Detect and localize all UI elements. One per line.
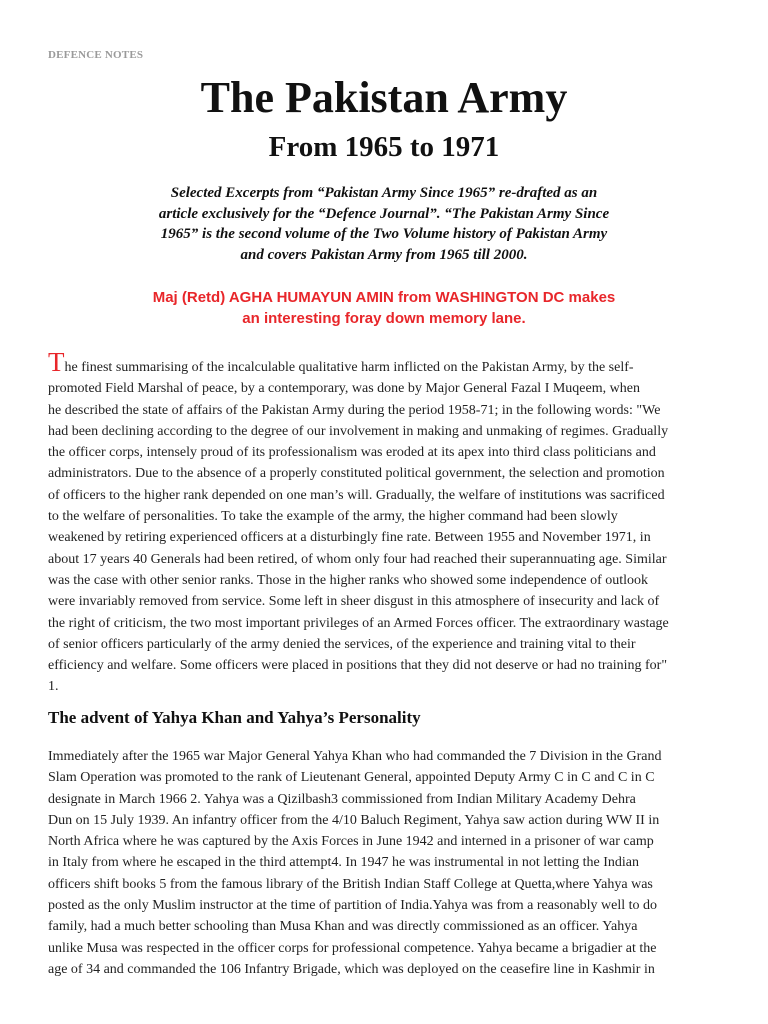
paragraph-line: posted as the only Muslim instructor at the time of partition of India.Yahya was from a reasonably well to do	[48, 898, 658, 914]
paragraph-line: Immediately after the 1965 war Major General Yahya Khan who had commanded the 7 Division in the Grand	[48, 749, 662, 764]
paragraph-line: family, had a much better schooling than Musa Khan and was directly commissioned as an officer. Yahya	[48, 919, 638, 935]
body-paragraph-1	[48, 349, 728, 698]
paragraph-line	[48, 349, 728, 378]
paragraph-line: efficiency and welfare. Some officers were placed in positions that they did not deserve or had no training for"	[48, 658, 668, 674]
section-heading: The advent of Yahya Khan and Yahya’s Personality	[48, 708, 421, 727]
paragraph-line: age of 34 and commanded the 106 Infantry Brigade, which was deployed on the ceasefire line in Kashmir in	[48, 961, 655, 977]
author-byline	[0, 287, 768, 329]
paragraph-line: of officers to the higher rank depended on one man’s will. Gradually, the welfare of institutions was sacrificed	[48, 487, 665, 503]
paragraph-line: to the welfare of personalities. To take the example of the army, the higher command had been slowly	[48, 509, 618, 525]
paragraph-line: he described the state of affairs of the Pakistan Army during the period 1958-71; in the following words: "We	[48, 402, 661, 418]
paragraph-line: weakened by retiring experienced officers at a disturbingly fine rate. Between 1955 and November 1971, in	[48, 530, 651, 546]
paragraph-line: the right of criticism, the two most important privileges of an Armed Forces officer. The extraordinary wastage	[48, 615, 669, 631]
paragraph-line: in Italy from where he escaped in the third attempt4. In 1947 he was instrumental in not letting the Indian	[48, 855, 639, 871]
paragraph-line: officers shift books 5 from the famous library of the British Indian Staff College at Quetta,where Yahya was	[48, 876, 653, 892]
paragraph-line: of senior officers particularly of the army denied the services, of the experience and training vital to their	[48, 636, 636, 652]
drop-cap: T	[48, 347, 65, 377]
paragraph-line: designate in March 1966 2. Yahya was a Qizilbash3 commissioned from Indian Military Academy Dehra	[48, 791, 636, 807]
article-subtitle: From 1965 to 1971	[268, 131, 500, 163]
intro-blurb	[0, 183, 768, 265]
intro-line: Selected Excerpts from “Pakistan Army Since 1965” re-drafted as an	[170, 185, 598, 201]
paragraph-line: 1.	[48, 679, 59, 695]
intro-line: article exclusively for the “Defence Journal”. “The Pakistan Army Since	[158, 205, 610, 222]
body-paragraph-2	[48, 746, 728, 980]
byline-line: Maj (Retd) AGHA HUMAYUN AMIN from WASHINGTON DC makes	[152, 289, 616, 306]
paragraph-line: promoted Field Marshal of peace, by a contemporary, was done by Major General Fazal I Muqeem, when	[48, 381, 640, 397]
article-title: The Pakistan Army	[200, 73, 568, 122]
paragraph-line: were invariably removed from service. Some left in sheer disgust in this atmosphere of insecurity and lack of	[48, 594, 660, 610]
paragraph-line: about 17 years 40 Generals had been retired, of whom only four had reached their superannuating age. Similar	[48, 551, 667, 567]
paragraph-line: Dun on 15 July 1939. An infantry officer from the 4/10 Baluch Regiment, Yahya saw action during WW II in	[48, 812, 660, 828]
paragraph-line: administrators. Due to the absence of a properly constituted political government, the selection and promotion	[48, 466, 665, 482]
paragraph-line: the officer corps, intensely proud of its professionalism was eroded at its apex into third class politicians and	[48, 445, 656, 461]
byline-line: an interesting foray down memory lane.	[242, 310, 526, 327]
intro-line: 1965” is the second volume of the Two Volume history of Pakistan Army	[160, 226, 608, 243]
intro-line: and covers Pakistan Army from 1965 till 2000.	[240, 246, 528, 263]
paragraph-line: was the case with other senior ranks. Those in the higher ranks who showed some independence of outlook	[48, 572, 649, 588]
paragraph-line: North Africa where he was captured by the Axis Forces in June 1942 and interned in a prisoner of war camp	[48, 834, 654, 850]
paragraph-line: Slam Operation was promoted to the rank of Lieutenant General, appointed Deputy Army C in C and C in C	[48, 770, 655, 786]
section-kicker: DEFENCE NOTES	[48, 49, 144, 61]
paragraph-line: had been declining according to the degree of our involvement in making and unmaking of regimes. Gradually	[48, 423, 669, 439]
paragraph-line: unlike Musa was respected in the officer corps for professional competence. Yahya became a brigadier at the	[48, 940, 657, 956]
first-line-text: he finest summarising of the incalculable qualitative harm inflicted on the Pakistan Army, by the self-	[64, 360, 634, 375]
